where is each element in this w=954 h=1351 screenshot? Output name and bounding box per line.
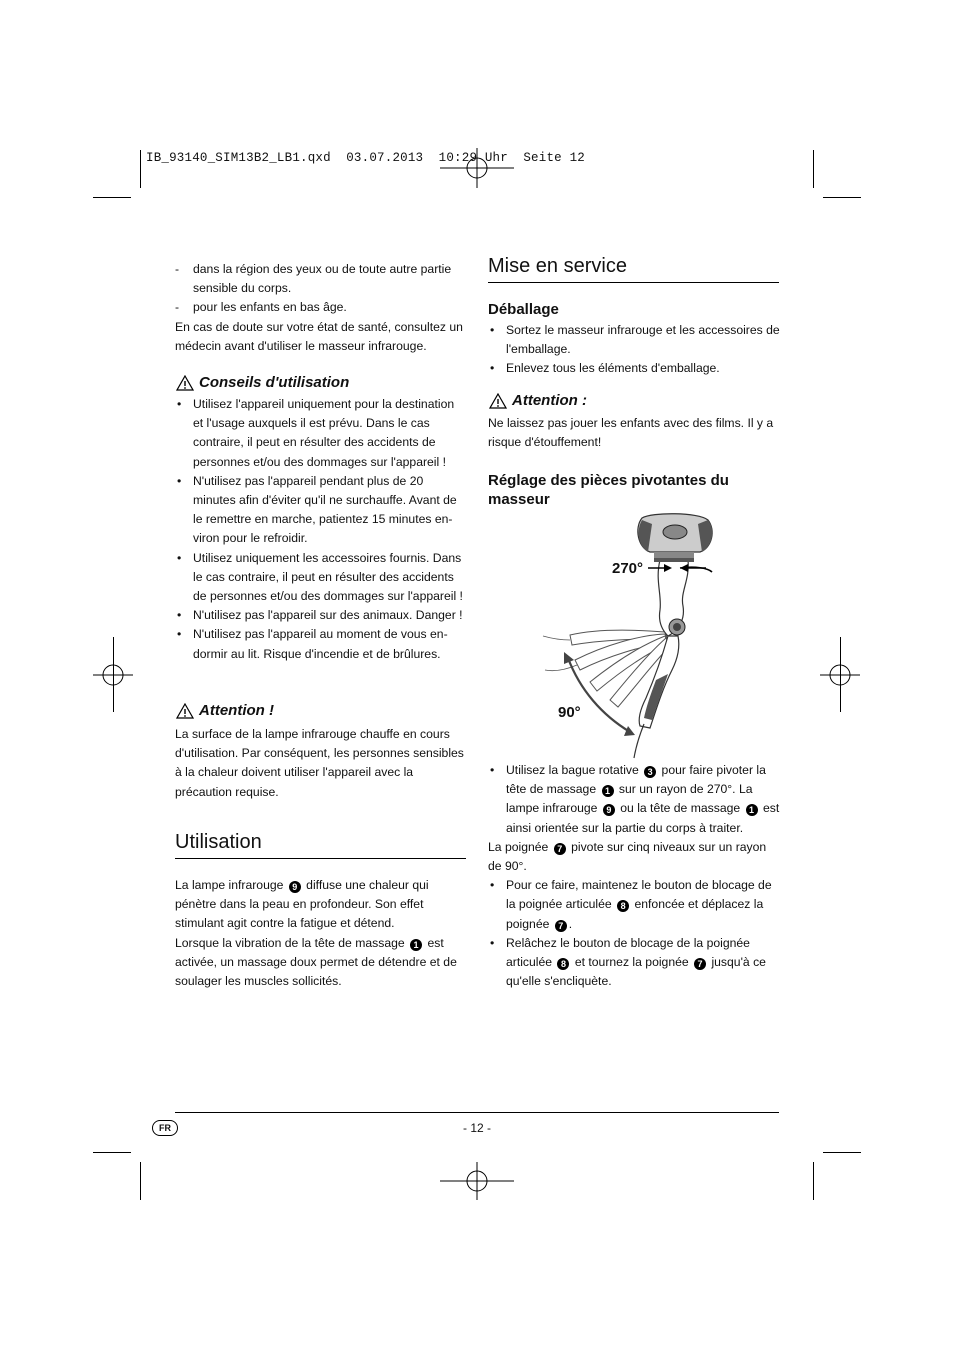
list-item: • N'utilisez pas l'appareil sur des animaux. Danger ! [177,608,463,623]
reglage-text [488,761,780,991]
paragraph: La poignée 7 pivote sur cinq niveaux sur un rayon de 90°. [488,839,767,874]
list-item: • N'utilisez pas l'appareil pendant plus de 20 minutes afin d'éviter qu'il ne surchauffe. Avant de le remettre en marche, patientez 15 minutes en-viron pour le refroidir. [177,473,457,546]
list-item: - pour les enfants en bas âge. [175,300,347,315]
list-item: • N'utilisez pas l'appareil au moment de vous en-dormir au lit. Risque d'incendie et de brûlures. [177,627,448,661]
number-badge: 8 [557,958,569,970]
number-badge: 7 [694,958,706,970]
paragraph: En cas de doute sur votre état de santé, consultez un médecin avant d'utiliser le masseur infrarouge. [175,319,463,353]
paragraph: Lorsque la vibration de la tête de massage 1 est activée, un massage doux permet de détendre et de soulager les muscles sollicités. [175,935,457,989]
divider [488,282,779,283]
divider [175,858,466,859]
figure-label: 270° [612,560,644,577]
section-heading: Réglage des pièces pivotantes du masseur [488,472,729,508]
section-title: Utilisation [175,831,262,853]
language-badge: FR [152,1120,178,1136]
warning-icon [176,703,194,719]
footer-rule [175,1112,779,1113]
list-item: • Pour ce faire, maintenez le bouton de blocage de la poignée articulée 8 enfoncée et déplacez la poignée 7 . [490,878,772,931]
warning-icon [176,375,194,391]
massager-figure [540,510,780,760]
figure-label: 90° [558,704,581,721]
paragraph: La lampe infrarouge 9 diffuse une chaleur qui pénètre dans la peau en profondeur. Son effet stimulant agit contre la fatigue et détend. [175,878,429,931]
list-item: • Enlevez tous les éléments d'emballage. [490,361,720,376]
number-badge: 1 [602,785,614,797]
section-heading: Attention : [489,392,587,409]
number-badge: 8 [617,900,629,912]
section-heading: Déballage [488,301,559,318]
attention-text: La surface de la lampe infrarouge chauffe en cours d'utilisation. Par conséquent, les personnes sensibles à la chaleur doivent utiliser l'appareil avec la précaution requise. [175,727,464,799]
section-title: Mise en service [488,255,627,277]
list-item: • Utilisez l'appareil uniquement pour la destination et l'usage auxquels il est prévu. Dans le cas contraire, il peut en résulter des accidents de personnes et/ou des dommages sur l'appareil ! [177,397,455,469]
attention-text: Ne laissez pas jouer les enfants avec des films. Il y a risque d'étouffement! [488,416,774,450]
list-item: • Utilisez la bague rotative 3 pour faire pivoter la tête de massage 1 sur un rayon de 270°. La lampe infrarouge 9 ou la tête de massage 1 est ainsi orientée sur la partie du corps à traiter. [490,763,780,835]
number-badge: 7 [555,920,567,932]
left-column [175,260,467,356]
number-badge: 1 [410,939,422,951]
number-badge: 9 [289,881,301,893]
deballage-list [488,321,780,379]
utilisation-text [175,876,467,991]
list-item: • Relâchez le bouton de blocage de la poignée articulée 8 et tournez la poignée 7 jusqu'à ce qu'elle s'encliquète. [490,935,766,989]
number-badge: 7 [554,843,566,855]
list-item: - dans la région des yeux ou de toute autre partie sensible du corps. [175,262,452,296]
list-item: • Utilisez uniquement les accessoires fournis. Dans le cas contraire, il peut en résulter des accidents de personnes et/ou des dommages sur l'appareil ! [177,550,463,604]
section-heading: Conseils d'utilisation [176,374,349,391]
number-badge: 1 [746,804,758,816]
number-badge: 9 [603,804,615,816]
page-number: - 12 - [462,1121,491,1135]
section-heading: Attention ! [176,702,274,719]
number-badge: 3 [644,766,656,778]
conseils-list [175,395,467,664]
print-slug: IB_93140_SIM13B2_LB1.qxd 03.07.2013 10:29 Uhr Seite 12 [146,151,585,165]
list-item: • Sortez le masseur infrarouge et les accessoires de l'emballage. [490,323,780,357]
warning-icon [489,393,507,409]
